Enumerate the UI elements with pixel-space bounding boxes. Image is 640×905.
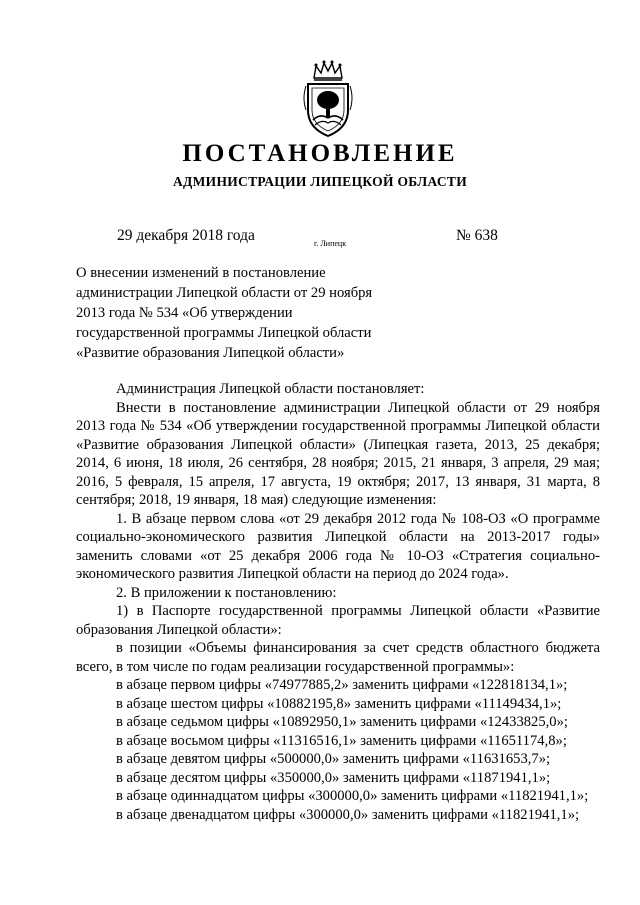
heading-line: государственной программы Липецкой области [76,325,372,341]
body-paragraph: в абзаце двенадцатом цифры «300000,0» заменить цифрами «11821941,1»; [116,806,580,823]
document-heading [76,263,406,363]
heading-line: администрации Липецкой области от 29 ноября [76,285,373,301]
body-paragraph: 1. В абзаце первом слова «от 29 декабря 2012 года № 108-ОЗ «О программе социально-экономического развития Липецкой области на 2013-2017 годы» заменить словами «от 25 декабря 2006 года № 10-ОЗ «Стратегия социально-экономического развития Липецкой области на период до 2024 года». [76,510,600,582]
body-paragraph: в абзаце восьмом цифры «11316516,1» заменить цифрами «11651174,8»; [116,732,567,749]
body-paragraph: в абзаце десятом цифры «350000,0» заменить цифрами «11871941,1»; [116,769,551,786]
body-paragraph: в абзаце одиннадцатом цифры «300000,0» заменить цифрами «11821941,1»; [116,788,589,804]
document-body [76,380,600,824]
body-paragraph: в абзаце девятом цифры «500000,0» заменить цифрами «11631653,7»; [116,751,551,767]
heading-line: О внесении изменений в постановление [76,265,326,281]
heading-line: 2013 года № 534 «Об утверждении [76,305,293,321]
body-paragraph: Администрация Липецкой области постановляет: [116,381,425,397]
document-date: 29 декабря 2018 года [117,227,255,244]
coat-of-arms-icon [300,58,356,138]
page-title: ПОСТАНОВЛЕНИЕ [182,140,458,167]
body-paragraph: Внести в постановление администрации Липецкой области от 29 ноября 2013 года № 534 «Об утверждении государственной программы Липецкой области «Развитие образования Липецкой области» (Липецкая газета, 2013, 25 декабря; 2014, 6 июня, 18 июля, 26 сентября, 28 ноября; 2015, 21 января, 3 апреля, 29 мая; 2016, 5 февраля, 15 апреля, 17 августа, 19 октября; 2017, 13 января, 31 марта, 8 сентября; 2018, 19 января, 18 мая) следующие изменения: [76,399,600,508]
body-paragraph: в абзаце седьмом цифры «10892950,1» заменить цифрами «12433825,0»; [116,714,568,730]
heading-line: «Развитие образования Липецкой области» [76,345,345,361]
body-paragraph: в абзаце шестом цифры «10882195,8» заменить цифрами «11149434,1»; [116,695,562,712]
document-number: № 638 [456,227,498,244]
body-paragraph: в абзаце первом цифры «74977885,2» заменить цифрами «122818134,1»; [116,677,568,693]
document-city: г. Липецк [314,239,347,248]
body-paragraph: 1) в Паспорте государственной программы Липецкой области «Развитие образования Липецкой области»: [76,603,600,638]
body-paragraph: в позиции «Объемы финансирования за счет средств областного бюджета всего, в том числе по годам реализации государственной программы»: [76,640,600,675]
page-subtitle: АДМИНИСТРАЦИИ ЛИПЕЦКОЙ ОБЛАСТИ [172,174,468,189]
body-paragraph: 2. В приложении к постановлению: [116,584,337,601]
